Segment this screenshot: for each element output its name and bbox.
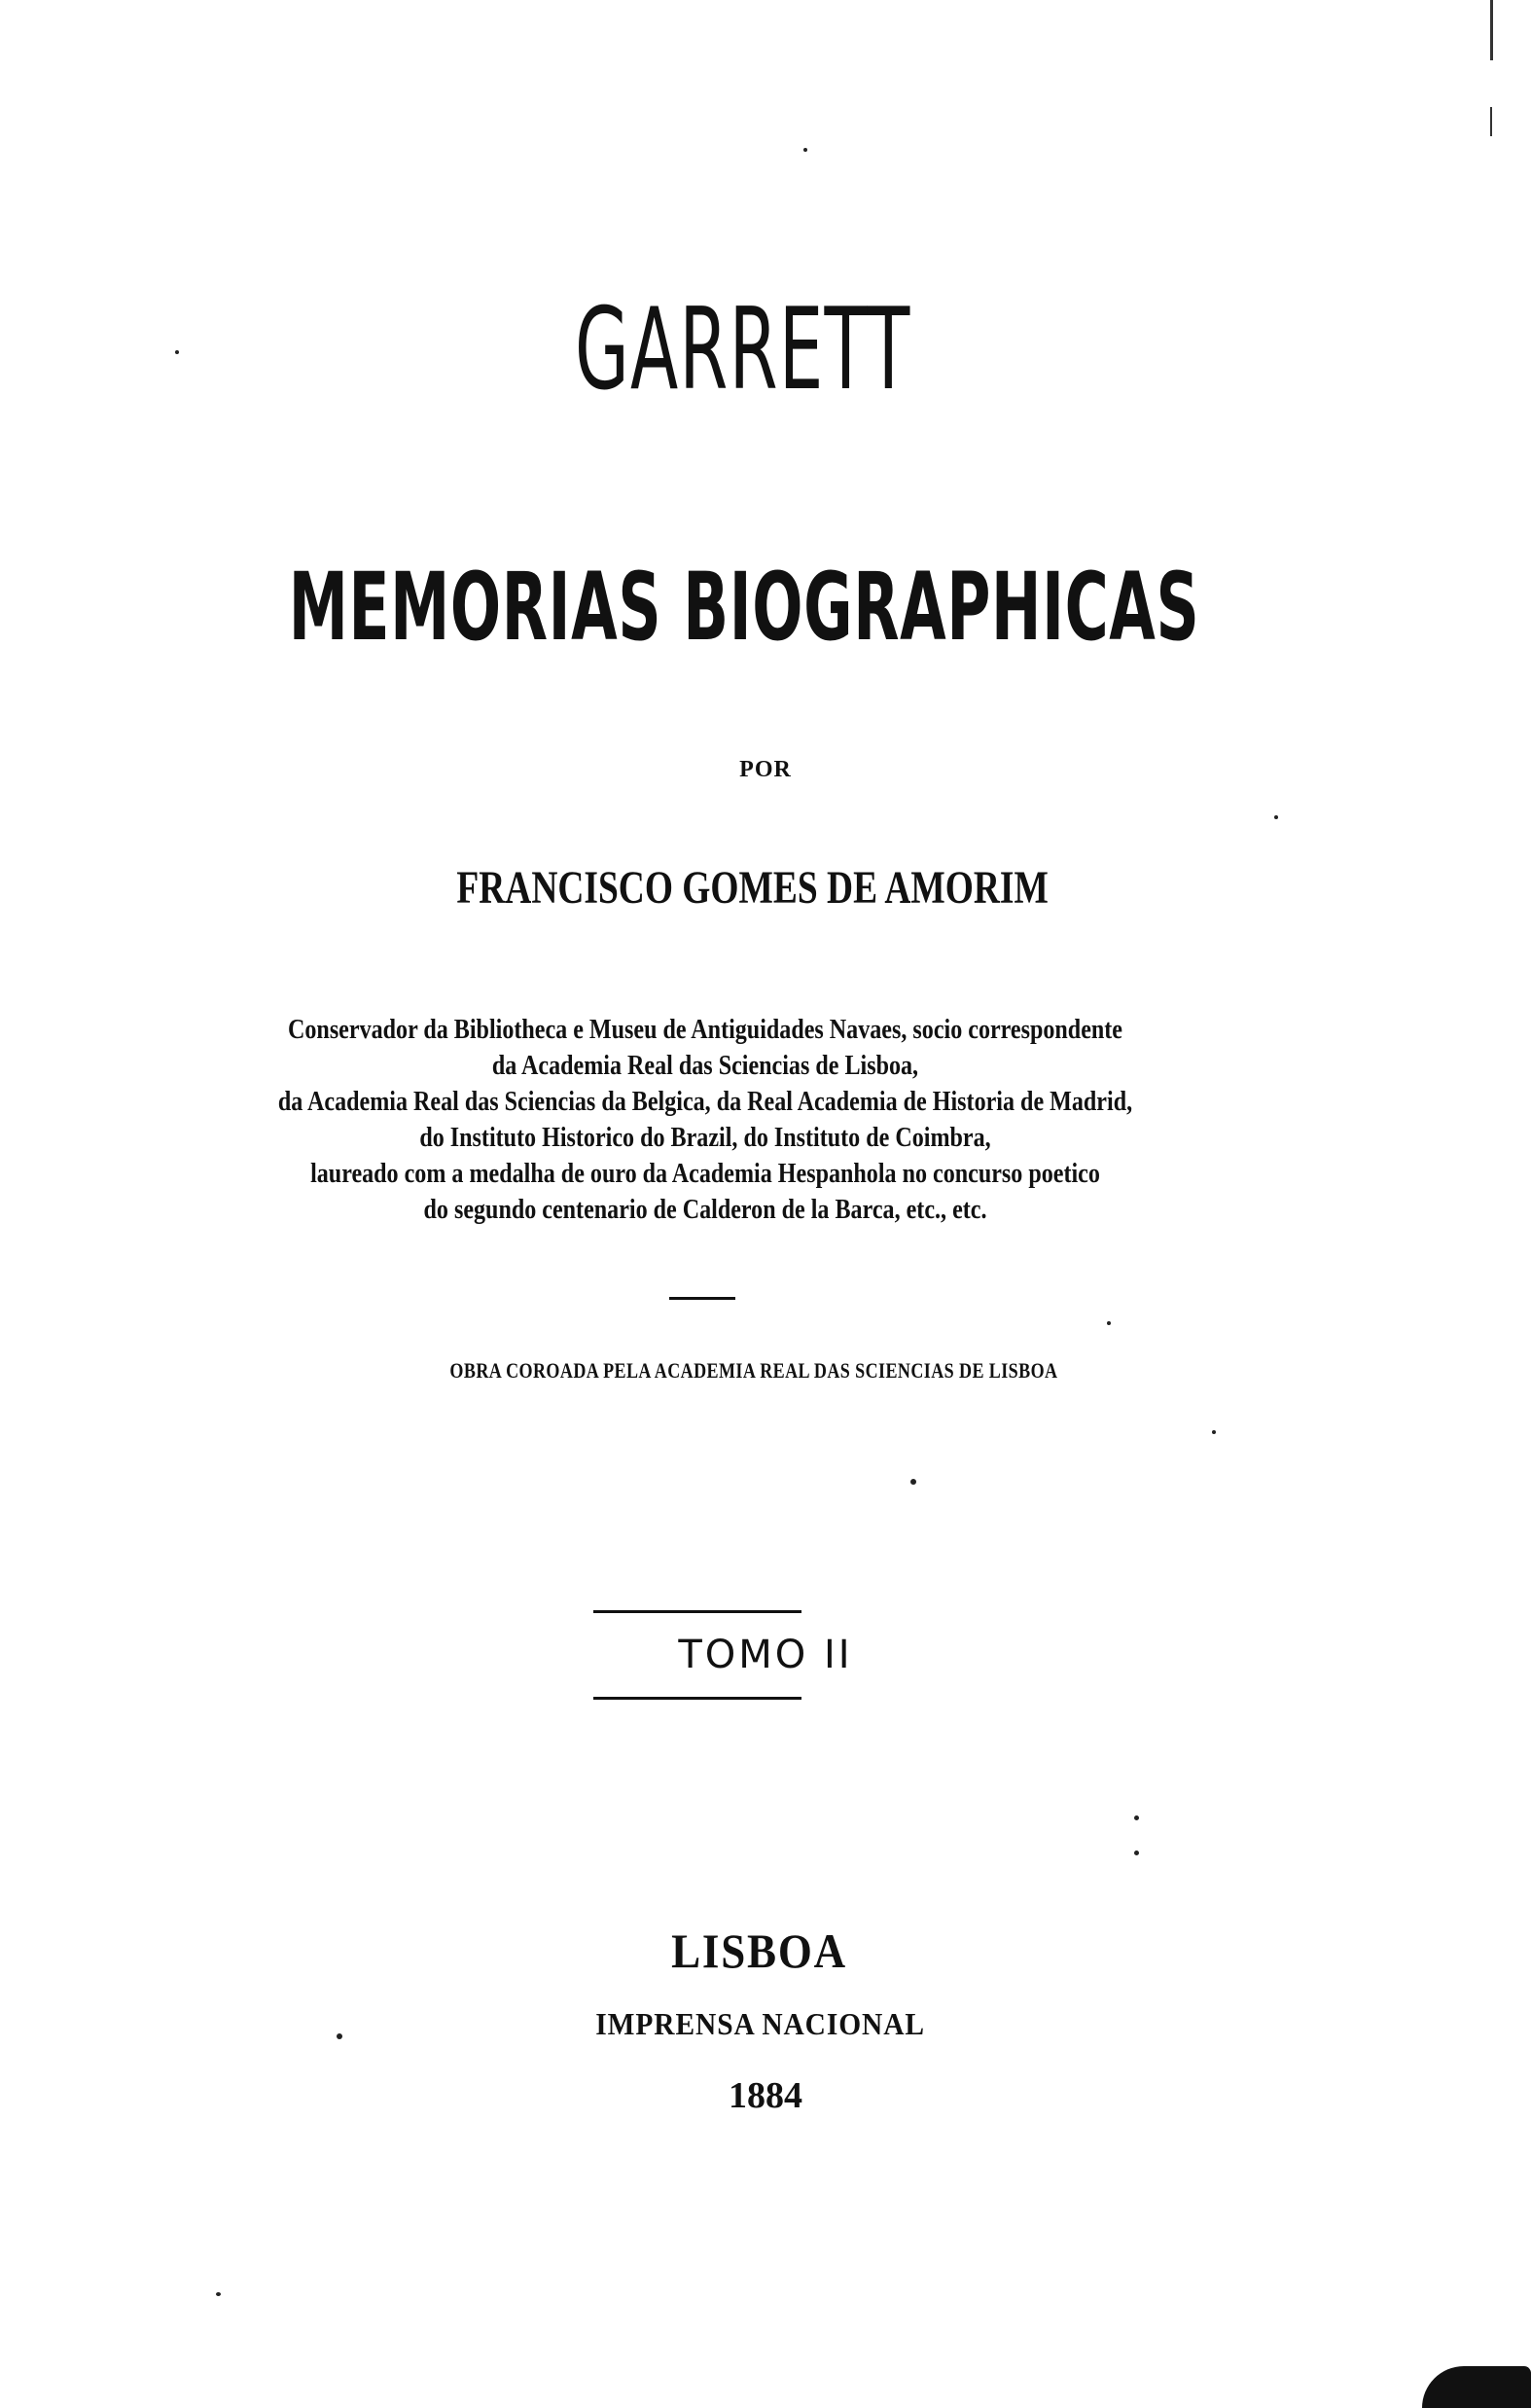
scan-edge-mark <box>1490 0 1493 60</box>
imprint-city: LISBOA <box>671 1923 847 1978</box>
scan-speck <box>216 2292 221 2296</box>
credential-line: da Academia Real das Sciencias de Lisboa, <box>491 1051 919 1081</box>
book-title: GARRETT <box>575 284 911 415</box>
volume-rule-bottom <box>593 1697 801 1700</box>
credential-line: do segundo centenario de Calderon de la Barca, etc., etc. <box>423 1195 987 1225</box>
volume-label: TOMO II <box>678 1633 853 1677</box>
scan-edge-mark <box>1490 107 1492 136</box>
scan-speck <box>1134 1815 1139 1820</box>
volume-rule-top <box>593 1610 801 1613</box>
scan-ink-blot <box>1422 2366 1531 2408</box>
scan-speck <box>803 148 807 152</box>
scan-speck <box>1212 1430 1216 1434</box>
author-name: FRANCISCO GOMES DE AMORIM <box>456 862 1049 914</box>
scan-speck <box>337 2033 342 2039</box>
credential-line: da Academia Real das Sciencias da Belgica, da Real Academia de Historia de Madrid, <box>277 1087 1133 1117</box>
scan-speck <box>910 1479 916 1485</box>
credential-line: do Instituto Historico do Brazil, do Instituto de Coimbra, <box>419 1123 991 1153</box>
imprint-year: 1884 <box>729 2075 802 2116</box>
scan-speck <box>1107 1321 1111 1325</box>
award-note: OBRA COROADA PELA ACADEMIA REAL DAS SCIENCIAS DE LISBOA <box>449 1358 1058 1383</box>
book-subtitle: MEMORIAS BIOGRAPHICAS <box>288 553 1200 662</box>
imprint-printer: IMPRENSA NACIONAL <box>595 2006 925 2041</box>
scan-speck <box>1134 1851 1139 1855</box>
byline-label: POR <box>739 757 792 782</box>
section-divider <box>669 1297 735 1300</box>
credential-line: Conservador da Bibliotheca e Museu de Antiguidades Navaes, socio correspondente <box>287 1015 1122 1045</box>
credential-line: laureado com a medalha de ouro da Academia Hespanhola no concurso poetico <box>310 1159 1100 1189</box>
author-credentials <box>0 1012 1410 1228</box>
scan-speck <box>1274 815 1278 819</box>
scan-speck <box>175 350 179 354</box>
